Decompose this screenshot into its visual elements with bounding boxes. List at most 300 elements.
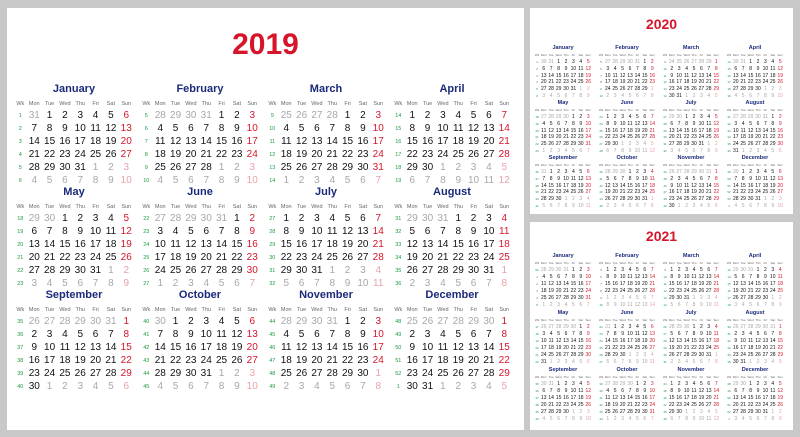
day-cell: 3: [424, 277, 431, 289]
day-cell: 24: [585, 134, 591, 141]
weekday-header: Mon: [732, 375, 739, 379]
day-cell: 3: [77, 380, 84, 392]
day-cell: 5: [344, 213, 351, 224]
day-cell: 5: [771, 148, 775, 154]
day-cell: 9: [557, 175, 560, 182]
day-cell: 26: [770, 189, 776, 196]
day-cell: 21: [683, 345, 690, 351]
day-cell: 25: [683, 86, 690, 93]
week-row: [534, 274, 592, 281]
day-cell: 10: [541, 338, 547, 344]
day-cell: 26: [634, 134, 641, 141]
month-name: November: [299, 289, 353, 301]
day-cell: 18: [747, 345, 754, 351]
week-row: [726, 302, 784, 309]
day-cell: 19: [548, 288, 554, 294]
weekday-header: Mon: [604, 375, 611, 379]
day-cell: 30: [541, 381, 547, 387]
day-cell: 25: [548, 352, 554, 358]
day-cell: 10: [120, 174, 132, 186]
weekday-header-row: [140, 202, 260, 212]
day-cell: 7: [764, 120, 767, 127]
day-cell: 2: [234, 161, 240, 173]
day-cell: 9: [778, 302, 782, 308]
day-cell: 18: [216, 341, 228, 353]
day-cell: 8: [613, 331, 617, 337]
day-cell: 16: [642, 395, 648, 401]
day-cell: 20: [642, 281, 648, 287]
day-cell: 12: [634, 302, 641, 308]
day-cell: 17: [563, 182, 569, 189]
day-cell: 11: [713, 302, 719, 308]
weekday-header: Fri: [635, 261, 640, 265]
day-cell: 27: [733, 114, 739, 120]
weekday-header: Mon: [732, 53, 739, 57]
day-cell: 26: [74, 367, 86, 379]
day-cell: 1: [714, 59, 718, 65]
day-cell: 9: [344, 277, 351, 289]
weekday-header: Thu: [691, 53, 697, 57]
week-number: 24: [599, 339, 603, 343]
weekday-header: Sun: [649, 318, 655, 322]
weekday-header: Thu: [453, 204, 463, 210]
day-cell: 6: [636, 93, 639, 99]
day-cell: 25: [280, 367, 292, 379]
day-cell: 12: [649, 148, 655, 154]
day-cell: 22: [280, 251, 292, 263]
month-name: June: [187, 186, 213, 198]
day-cell: 13: [555, 127, 562, 134]
week-row: [140, 239, 260, 252]
week-number: 28: [663, 339, 667, 343]
day-cell: 29: [642, 86, 648, 93]
day-cell: 28: [612, 59, 618, 65]
day-cell: 12: [605, 182, 611, 189]
day-cell: 21: [216, 251, 228, 263]
day-cell: 2: [455, 161, 462, 173]
week-number: 22: [599, 325, 603, 329]
day-cell: 7: [628, 388, 632, 394]
month-july-2020: [662, 99, 720, 154]
day-cell: 8: [771, 416, 775, 422]
day-cell: 22: [642, 79, 648, 86]
day-cell: 25: [578, 402, 584, 408]
day-cell: 7: [203, 380, 210, 392]
day-cell: 3: [621, 114, 624, 120]
day-cell: 25: [627, 134, 633, 141]
week-number: 43: [143, 357, 150, 364]
week-number: 14: [269, 177, 276, 184]
day-cell: 17: [676, 189, 682, 196]
day-cell: 8: [714, 359, 718, 365]
day-cell: 3: [677, 175, 681, 182]
day-cell: 16: [619, 338, 626, 344]
day-cell: 6: [670, 416, 674, 422]
day-cell: 30: [578, 141, 584, 148]
weekday-header: Wed: [683, 261, 690, 265]
week-number: 53: [727, 197, 731, 202]
weekday-header: Sat: [358, 307, 368, 313]
week-number: 52: [395, 370, 402, 377]
weekday-header: Sat: [770, 261, 776, 265]
week-number: 51: [727, 403, 731, 407]
day-cell: 15: [669, 281, 675, 287]
week-row: [14, 162, 134, 175]
day-cell: 5: [283, 277, 290, 289]
day-cell: 7: [685, 331, 688, 337]
day-cell: 29: [74, 316, 86, 327]
day-cell: 6: [586, 359, 590, 365]
day-cell: 24: [642, 189, 648, 196]
day-cell: 6: [542, 388, 546, 394]
day-cell: 3: [764, 59, 767, 65]
week-row: [392, 226, 512, 239]
day-cell: 25: [90, 148, 102, 160]
day-cell: 21: [706, 189, 712, 196]
weekday-header: Sun: [121, 204, 132, 210]
day-cell: 6: [741, 274, 745, 280]
year-title-2021: 2021: [645, 228, 678, 244]
day-cell: 31: [326, 316, 338, 327]
weekday-header: Wk: [726, 53, 732, 57]
day-cell: 30: [422, 161, 434, 173]
day-cell: 6: [677, 331, 681, 337]
week-number: 30: [663, 353, 667, 357]
day-cell: 18: [452, 135, 464, 147]
day-cell: 19: [691, 79, 697, 86]
week-row: [662, 331, 720, 338]
day-cell: 10: [619, 274, 626, 280]
day-cell: 3: [677, 359, 681, 365]
day-cell: 15: [713, 72, 719, 79]
day-cell: 31: [698, 141, 705, 148]
day-cell: 6: [298, 277, 305, 289]
weekday-header: Sat: [106, 101, 116, 107]
day-cell: 5: [778, 59, 782, 65]
day-cell: 6: [564, 93, 568, 99]
day-cell: 1: [677, 203, 681, 209]
day-cell: 30: [627, 59, 633, 65]
weekday-header: Sat: [706, 261, 712, 265]
day-cell: 4: [314, 380, 320, 392]
day-cell: 13: [311, 341, 323, 353]
day-cell: 11: [634, 331, 640, 337]
day-cell: 31: [762, 114, 769, 120]
day-cell: 30: [357, 161, 369, 173]
weekday-header: Sun: [777, 261, 783, 265]
week-number: 14: [663, 94, 667, 98]
week-number: 3: [536, 73, 538, 78]
day-cell: 30: [740, 267, 746, 273]
weekday-header: Sun: [499, 204, 510, 210]
day-cell: 24: [733, 141, 739, 148]
day-cell: 1: [636, 381, 639, 387]
week-number: 6: [536, 94, 538, 98]
day-cell: 22: [747, 402, 754, 408]
day-cell: 19: [698, 281, 705, 287]
weekday-header: Wk: [142, 204, 151, 210]
weekday-header: Sun: [585, 53, 591, 57]
day-cell: 26: [755, 352, 761, 358]
weekday-header: Tue: [612, 53, 618, 57]
day-cell: 5: [621, 65, 624, 72]
day-cell: 1: [501, 316, 507, 327]
day-cell: 8: [283, 225, 290, 237]
day-cell: 17: [200, 341, 212, 353]
week-number: 33: [727, 128, 731, 133]
day-cell: 5: [549, 120, 553, 127]
weekday-header-row: [534, 53, 592, 58]
day-cell: 12: [185, 238, 197, 250]
day-cell: 29: [755, 324, 761, 330]
day-cell: 7: [92, 277, 99, 289]
month-april-2020: [726, 44, 784, 99]
day-cell: 9: [756, 388, 760, 394]
weekday-header: Sun: [713, 53, 719, 57]
weekday-header: Tue: [44, 101, 55, 107]
day-cell: 30: [676, 409, 682, 415]
day-cell: 30: [578, 295, 584, 301]
week-row: [534, 134, 592, 141]
day-cell: 10: [90, 225, 102, 237]
week-number: 16: [727, 289, 731, 293]
day-cell: 23: [357, 354, 369, 366]
day-cell: 31: [762, 409, 769, 415]
week-row: [598, 395, 656, 402]
day-cell: 10: [777, 203, 783, 209]
day-cell: 29: [777, 352, 783, 358]
day-cell: 16: [585, 338, 591, 344]
day-cell: 7: [440, 225, 446, 237]
weekday-header: Wk: [598, 108, 604, 112]
weekday-header: Wk: [534, 261, 540, 265]
week-row: [534, 381, 592, 388]
month-june-2021: [598, 309, 656, 366]
day-cell: 1: [756, 267, 760, 273]
day-cell: 24: [422, 367, 434, 379]
day-cell: 5: [636, 267, 639, 273]
week-number: 36: [395, 280, 402, 287]
day-cell: 2: [756, 59, 760, 65]
month-august-2021: [726, 309, 784, 366]
day-cell: 30: [570, 324, 577, 330]
day-cell: 12: [755, 338, 761, 344]
weekday-header: Mon: [732, 318, 739, 322]
day-cell: 21: [634, 79, 641, 86]
week-row: [726, 121, 784, 128]
weekday-header: Thu: [201, 101, 211, 107]
day-cell: 24: [200, 354, 212, 366]
day-cell: 7: [771, 331, 775, 337]
weekday-header-row: [266, 202, 386, 212]
week-row: [662, 267, 720, 274]
day-cell: 5: [771, 169, 775, 175]
day-cell: 22: [406, 148, 418, 160]
day-cell: 18: [570, 182, 577, 189]
week-row: [598, 331, 656, 338]
week-row: [392, 123, 512, 136]
day-cell: 7: [756, 93, 760, 99]
day-cell: 21: [605, 345, 611, 351]
day-cell: 28: [649, 134, 655, 141]
day-cell: 12: [74, 341, 86, 353]
day-cell: 28: [555, 324, 562, 330]
day-cell: 30: [563, 114, 569, 120]
day-cell: 6: [643, 267, 647, 273]
week-row: [662, 295, 720, 302]
day-cell: 4: [700, 203, 703, 209]
day-cell: 20: [612, 189, 618, 196]
week-number: 47: [269, 357, 276, 364]
day-cell: 17: [770, 281, 776, 287]
month-name: October: [178, 289, 222, 301]
day-cell: 25: [437, 367, 449, 379]
day-cell: 1: [344, 316, 351, 327]
day-cell: 1: [778, 324, 782, 330]
day-cell: 29: [669, 295, 675, 301]
week-row: [726, 114, 784, 121]
weekday-header: Fri: [470, 307, 477, 313]
week-row: [662, 324, 720, 331]
day-cell: 13: [585, 175, 591, 182]
day-cell: 9: [455, 174, 462, 186]
day-cell: 31: [200, 110, 212, 121]
day-cell: 17: [762, 72, 769, 79]
weekday-header: Sat: [770, 375, 776, 379]
day-cell: 21: [548, 402, 554, 408]
day-cell: 18: [548, 345, 554, 351]
day-cell: 9: [62, 122, 68, 134]
week-number: 10: [143, 177, 150, 184]
day-cell: 22: [570, 134, 577, 141]
day-cell: 21: [437, 251, 449, 263]
day-cell: 3: [606, 65, 610, 72]
day-cell: 6: [360, 213, 366, 224]
day-cell: 6: [344, 380, 351, 392]
day-cell: 23: [649, 79, 655, 86]
day-cell: 6: [31, 225, 38, 237]
day-cell: 28: [105, 367, 117, 379]
month-name: January: [552, 45, 574, 51]
day-cell: 2: [650, 59, 654, 65]
week-row: [726, 176, 784, 183]
day-cell: 31: [706, 169, 712, 175]
day-cell: 8: [650, 203, 654, 209]
week-row: [266, 123, 386, 136]
month-november-2021: [662, 366, 720, 423]
day-cell: 20: [669, 134, 675, 141]
day-cell: 30: [762, 324, 769, 330]
day-cell: 27: [154, 213, 166, 224]
week-row: [266, 136, 386, 149]
day-cell: 26: [585, 79, 591, 86]
day-cell: 26: [105, 148, 117, 160]
day-cell: 3: [764, 359, 767, 365]
week-row: [534, 141, 592, 148]
week-number: 10: [663, 66, 667, 71]
day-cell: 28: [570, 352, 577, 358]
day-cell: 7: [756, 203, 760, 209]
day-cell: 3: [375, 316, 381, 327]
week-number: 6: [600, 275, 602, 279]
week-number: 52: [727, 410, 731, 414]
day-cell: 8: [46, 122, 53, 134]
day-cell: 28: [483, 367, 495, 379]
day-cell: 9: [700, 302, 703, 308]
weekday-header: Mon: [280, 101, 292, 107]
month-december-2019: [392, 287, 512, 390]
day-cell: 5: [455, 328, 462, 340]
day-cell: 29: [555, 409, 562, 415]
day-cell: 15: [691, 338, 697, 344]
weekday-header: Tue: [548, 318, 554, 322]
day-cell: 2: [564, 381, 568, 387]
month-name: July: [685, 310, 697, 316]
day-cell: 5: [749, 416, 752, 422]
day-cell: 8: [628, 359, 632, 365]
day-cell: 11: [777, 274, 783, 280]
day-cell: 4: [741, 416, 745, 422]
day-cell: 8: [670, 388, 674, 394]
day-cell: 21: [483, 354, 495, 366]
week-row: [598, 274, 656, 281]
week-number: 35: [535, 382, 539, 386]
day-cell: 5: [455, 277, 462, 289]
weekday-header: Thu: [327, 101, 337, 107]
day-cell: 2: [692, 114, 696, 120]
day-cell: 6: [778, 148, 782, 154]
day-cell: 28: [747, 295, 754, 301]
day-cell: 17: [683, 281, 690, 287]
month-name: December: [425, 289, 479, 301]
day-cell: 25: [634, 345, 641, 351]
day-cell: 14: [747, 281, 754, 287]
day-cell: 11: [570, 175, 576, 182]
weekday-header: Fri: [92, 307, 99, 313]
day-cell: 12: [452, 341, 464, 353]
day-cell: 30: [59, 161, 71, 173]
day-cell: 22: [612, 345, 618, 351]
day-cell: 3: [249, 110, 255, 121]
weekday-header: Wk: [268, 101, 277, 107]
week-number: 19: [17, 228, 24, 235]
day-cell: 7: [714, 267, 718, 273]
day-cell: 30: [698, 352, 705, 358]
week-row: [534, 302, 592, 309]
day-cell: 1: [771, 409, 775, 415]
day-cell: 27: [627, 86, 633, 93]
weekday-header: Fri: [635, 318, 640, 322]
day-cell: 2: [579, 267, 583, 273]
day-cell: 23: [676, 402, 682, 408]
day-cell: 12: [578, 175, 584, 182]
day-cell: 23: [634, 189, 641, 196]
day-cell: 16: [698, 338, 705, 344]
day-cell: 28: [762, 141, 769, 148]
day-cell: 24: [619, 134, 626, 141]
day-cell: 20: [733, 402, 739, 408]
day-cell: 18: [605, 402, 611, 408]
day-cell: 1: [741, 148, 745, 154]
day-cell: 1: [557, 59, 560, 65]
week-row: [534, 295, 592, 302]
day-cell: 24: [676, 86, 682, 93]
day-cell: 4: [455, 110, 462, 121]
day-cell: 20: [642, 127, 648, 134]
day-cell: 7: [375, 174, 381, 186]
day-cell: 11: [770, 65, 776, 72]
weekday-header: Wed: [311, 101, 323, 107]
